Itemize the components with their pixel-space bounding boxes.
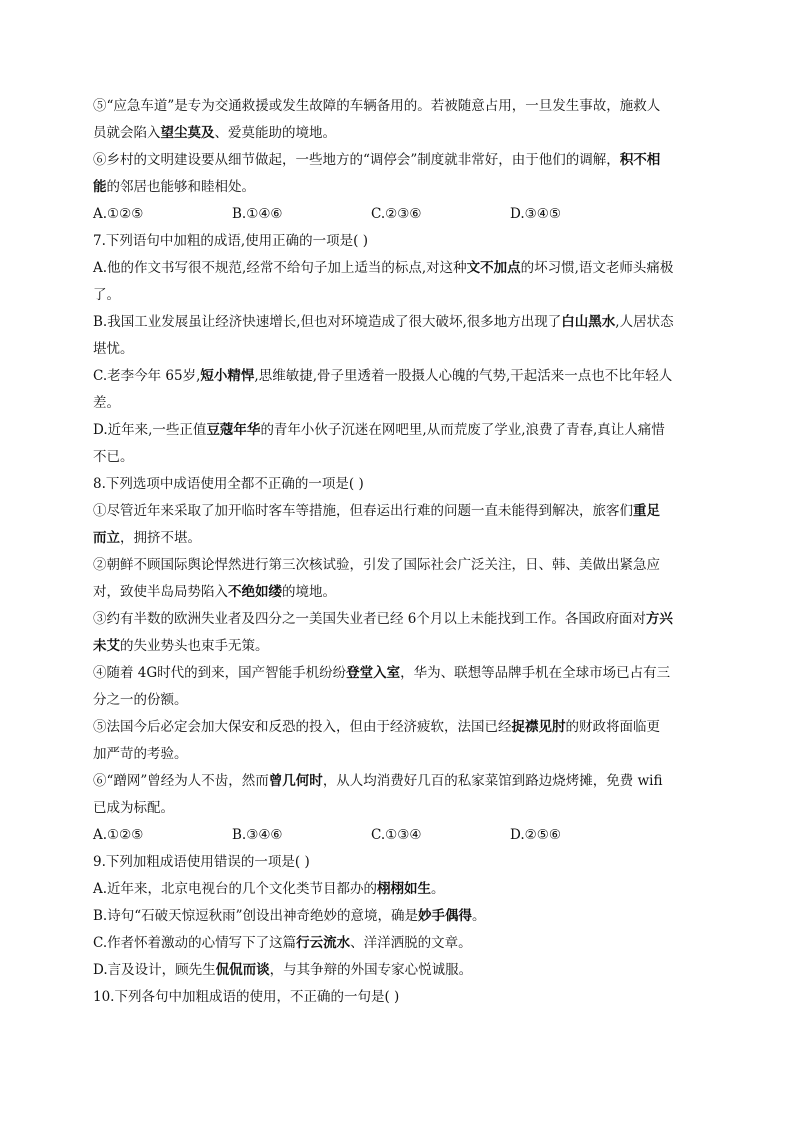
bold-idiom: 能 (93, 179, 107, 195)
bold-idiom: 方兴 (645, 611, 673, 627)
text-line (93, 768, 703, 795)
text-run: D.言及设计，顾先生 (93, 962, 216, 978)
text-line (93, 390, 703, 417)
text-run: 已成为标配。 (93, 800, 174, 816)
text-run: 、洋洋洒脱的文章。 (350, 935, 472, 951)
text-run: 对，致使半岛局势陷入 (93, 584, 228, 600)
bold-idiom: 望尘莫及 (160, 125, 215, 141)
document-page (93, 93, 703, 1011)
text-line (93, 309, 703, 336)
answer-options (93, 201, 703, 228)
text-line (93, 336, 703, 363)
bold-idiom: 文不加点 (466, 260, 521, 276)
text-run: 分之一的份额。 (93, 692, 188, 708)
text-run: 不已。 (93, 449, 134, 465)
answer-option: A.①②⑤ (93, 827, 144, 843)
text-line (93, 741, 703, 768)
text-run: C.作者怀着激动的心情写下了这篇 (93, 935, 297, 951)
text-line (93, 849, 703, 876)
answer-option: B.①④⑥ (232, 206, 283, 222)
bold-idiom: 白山黑水 (561, 314, 616, 330)
text-run: 差。 (93, 395, 120, 411)
text-line (93, 444, 703, 471)
text-run: ,人居状态 (615, 314, 674, 330)
text-line (93, 147, 703, 174)
text-line (93, 525, 703, 552)
text-run: 。 (472, 908, 486, 924)
text-run: 10.下列各句中加粗成语的使用，不正确的一句是( ) (93, 989, 400, 1005)
text-line (93, 93, 703, 120)
text-run: 的失业势头也束手无策。 (120, 638, 269, 654)
bold-idiom: 登堂入室 (346, 665, 401, 681)
text-run: 7.下列语句中加粗的成语,使用正确的一项是( ) (93, 233, 368, 249)
text-run: ①尽管近年来采取了加开临时客车等措施，但春运出行难的问题一直未能得到解决，旅客们 (93, 503, 633, 519)
bold-idiom: 不绝如缕 (228, 584, 282, 600)
text-run: ⑥“蹭网”曾经为人不齿，然而 (93, 773, 269, 789)
text-run: ⑥乡村的文明建设要从细节做起，一些地方的“调停会”制度就非常好，由于他们的调解， (93, 152, 620, 168)
text-run: C.老李今年 65岁, (93, 368, 201, 384)
text-line (93, 255, 703, 282)
text-run: ，与其争辩的外国专家心悦诚服。 (269, 962, 473, 978)
bold-idiom: 栩栩如生 (377, 881, 432, 897)
text-line (93, 498, 703, 525)
text-run: B.诗句“石破天惊逗秋雨”创设出神奇绝妙的意境，确是 (93, 908, 419, 924)
text-run: 8.下列选项中成语使用全都不正确的一项是( ) (93, 476, 364, 492)
text-line (93, 471, 703, 498)
text-line (93, 606, 703, 633)
bold-idiom: 短小精悍 (200, 368, 255, 384)
text-run: ⑤“应急车道”是专为交通救援或发生故障的车辆备用的。若被随意占用，一旦发生事故，施救人 (93, 98, 661, 114)
text-run: A.他的作文书写很不规范,经常不给句子加上适当的标点,对这种 (93, 260, 467, 276)
text-line (93, 930, 703, 957)
bold-idiom: 侃侃而谈 (215, 962, 270, 978)
text-line (93, 228, 703, 255)
answer-option: A.①②⑤ (93, 206, 144, 222)
answer-option: C.①③④ (371, 827, 422, 843)
bold-idiom: 曾几何时 (268, 773, 323, 789)
text-run: ，拥挤不堪。 (120, 530, 201, 546)
text-line (93, 282, 703, 309)
text-run: A.近年来，北京电视台的几个文化类节目都办的 (93, 881, 378, 897)
text-line (93, 552, 703, 579)
bold-idiom: 未艾 (93, 638, 120, 654)
bold-idiom: 积不相 (619, 152, 661, 168)
answer-option: D.③④⑤ (510, 206, 561, 222)
text-run: ，从人均消费好几百的私家菜馆到路边烧烤摊，免费 wifi (322, 773, 663, 789)
text-run: ⑤法国今后必定会加大保安和反恐的投入，但由于经济疲软，法国已经 (93, 719, 512, 735)
text-line (93, 579, 703, 606)
answer-options (93, 822, 703, 849)
bold-idiom: 捉襟见肘 (511, 719, 566, 735)
text-run: 。 (431, 881, 445, 897)
text-line (93, 120, 703, 147)
answer-option: B.③④⑥ (232, 827, 283, 843)
text-line (93, 633, 703, 660)
text-run: 的青年小伙子沉迷在网吧里,从而荒废了学业,浪费了青春,真让人痛惜 (260, 422, 665, 438)
text-run: ④随着 4G时代的到来，国产智能手机纷纷 (93, 665, 347, 681)
bold-idiom: 行云流水 (296, 935, 351, 951)
text-line (93, 660, 703, 687)
text-run: 堪忧。 (93, 341, 134, 357)
text-line (93, 876, 703, 903)
bold-idiom: 而立 (93, 530, 120, 546)
text-line (93, 903, 703, 930)
text-run: 的境地。 (282, 584, 336, 600)
text-run: 了。 (93, 287, 120, 303)
text-run: D.近年来,一些正值 (93, 422, 207, 438)
answer-option: C.②③⑥ (371, 206, 422, 222)
text-line (93, 363, 703, 390)
text-line (93, 957, 703, 984)
text-line (93, 417, 703, 444)
text-run: 的邻居也能够和睦相处。 (106, 179, 255, 195)
text-run: ③约有半数的欧洲失业者及四分之一美国失业者已经 6个月以上未能找到工作。各国政府面对 (93, 611, 646, 627)
text-run: 9.下列加粗成语使用错误的一项是( ) (93, 854, 310, 870)
text-run: ,思维敏捷,骨子里透着一股摄人心魄的气势,干起活来一点也不比年轻人 (254, 368, 673, 384)
text-line (93, 795, 703, 822)
text-run: ，华为、联想等品牌手机在全球市场已占有三 (400, 665, 671, 681)
answer-option: D.②⑤⑥ (510, 827, 561, 843)
text-run: B.我国工业发展虽让经济快速增长,但也对环境造成了很大破坏,很多地方出现了 (93, 314, 562, 330)
text-run: 员就会陷入 (93, 125, 161, 141)
bold-idiom: 妙手偶得 (418, 908, 473, 924)
text-line (93, 714, 703, 741)
text-run: 、爱莫能助的境地。 (214, 125, 336, 141)
bold-idiom: 重足 (633, 503, 660, 519)
text-line (93, 984, 703, 1011)
text-run: 加严苛的考验。 (93, 746, 188, 762)
text-run: 的坏习惯,语文老师头痛极 (520, 260, 674, 276)
text-line (93, 687, 703, 714)
text-run: ②朝鲜不顾国际舆论悍然进行第三次核试验，引发了国际社会广泛关注，日、韩、美做出紧急应 (93, 557, 660, 573)
text-run: 的财政将面临更 (565, 719, 660, 735)
text-line (93, 174, 703, 201)
bold-idiom: 豆蔻年华 (206, 422, 261, 438)
